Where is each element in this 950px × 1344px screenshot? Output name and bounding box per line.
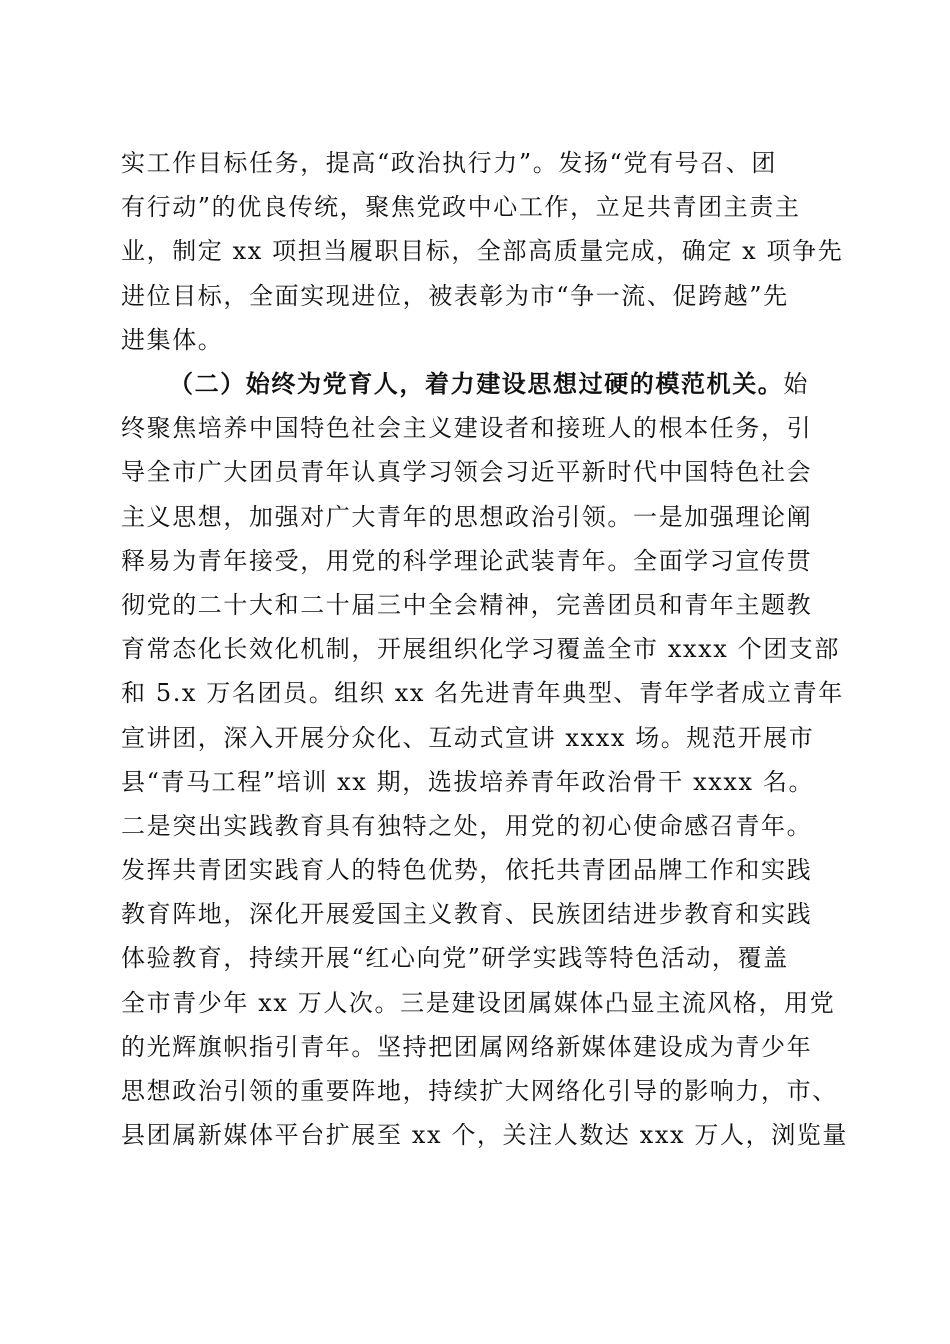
paragraph-2-line: 的光辉旗帜指引青年。坚持把团属网络新媒体建设成为青少年	[121, 1032, 813, 1061]
paragraph-1	[121, 141, 844, 362]
paragraph-2-line: 全市青少年 xx 万人次。三是建设团属媒体凸显主流风格，用党	[121, 988, 836, 1017]
paragraph-2-line: 彻党的二十大和二十届三中全会精神，完善团员和青年主题教	[121, 590, 813, 619]
paragraph-1-line: 有行动”的优良传统，聚焦党政中心工作，立足共青团主责主	[121, 193, 801, 222]
paragraph-2-line: 体验教育，持续开展“红心向党”研学实践等特色活动，覆盖	[121, 944, 789, 973]
paragraph-2-line: 县团属新媒体平台扩展至 xx 个，关注人数达 xxx 万人，浏览量	[121, 1121, 848, 1150]
paragraph-2-line: 终聚焦培养中国特色社会主义建设者和接班人的根本任务，引	[121, 414, 813, 443]
paragraph-2-line: 释易为青年接受，用党的科学理论武装青年。全面学习宣传贯	[121, 546, 813, 575]
paragraph-1-line: 业，制定 xx 项担当履职目标，全部高质量完成，确定 x 项争先	[121, 237, 844, 266]
paragraph-2-line: 二是突出实践教育具有独特之处，用党的初心使命感召青年。	[121, 811, 813, 840]
paragraph-2-line: 教育阵地，深化开展爱国主义教育、民族团结进步教育和实践	[121, 900, 813, 929]
paragraph-2-line: 思想政治引领的重要阵地，持续扩大网络化引导的影响力，市、	[121, 1077, 838, 1105]
heading-line-continuation: 始	[783, 370, 810, 398]
paragraph-2-line: 育常态化长效化机制，开展组织化学习覆盖全市 xxxx 个团支部	[121, 635, 840, 664]
paragraph-2	[121, 362, 848, 1157]
paragraph-2-line: 主义思想，加强对广大青年的思想政治引领。一是加强理论阐	[121, 502, 813, 531]
paragraph-2-line: 导全市广大团员青年认真学习领会习近平新时代中国特色社会	[121, 458, 813, 487]
paragraph-2-line: 县“青马工程”培训 xx 期，选拔培养青年政治骨干 xxxx 名。	[121, 767, 815, 796]
paragraph-2-line: 和 5.x 万名团员。组织 xx 名先进青年典型、青年学者成立青年	[121, 679, 844, 708]
paragraph-2-line: 发挥共青团实践育人的特色优势，依托共青团品牌工作和实践	[121, 856, 813, 885]
paragraph-2-first-line	[121, 362, 833, 406]
paragraph-1-line: 进位目标，全面实现进位，被表彰为市“争一流、促跨越”先	[121, 281, 789, 310]
section-heading: （二）始终为党育人，着力建设思想过硬的模范机关。	[169, 369, 784, 398]
paragraph-1-line: 进集体。	[121, 325, 224, 354]
paragraph-2-line: 宣讲团，深入开展分众化、互动式宣讲 xxxx 场。规范开展市	[121, 723, 815, 752]
paragraph-1-line: 实工作目标任务，提高“政治执行力”。发扬“党有号召、团	[121, 149, 778, 177]
